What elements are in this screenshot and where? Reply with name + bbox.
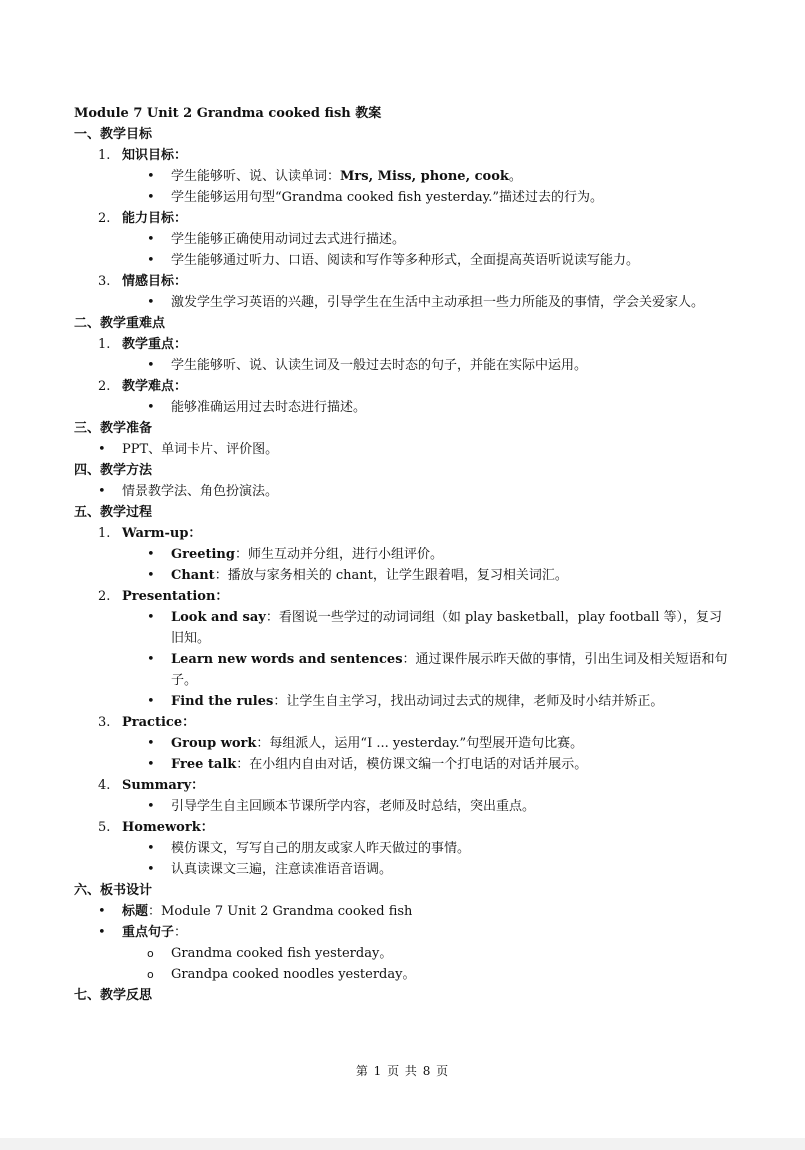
numbered-item: 1. 知识目标： (98, 148, 188, 163)
bullet-icon: • (147, 547, 155, 562)
numbered-item: 2. Presentation： (98, 589, 229, 604)
bullet-icon: • (147, 799, 155, 814)
bullet-item: • Free talk：在小组内自由对话，模仿课文编一个打电话的对话并展示。 (74, 754, 734, 775)
bullet-item: • Group work：每组派人，运用“I ... yesterday.”句型展开造句比赛。 (74, 733, 734, 754)
bullet-item: • Chant：播放与家务相关的 chant，让学生跟着唱，复习相关词汇。 (74, 565, 734, 586)
bullet-icon: • (147, 253, 155, 268)
numbered-item: 5. Homework： (98, 820, 214, 835)
bullet-icon: • (147, 862, 155, 877)
bullet-icon: • (147, 841, 155, 856)
bullet-icon: • (98, 442, 106, 457)
bullet-icon: • (147, 757, 155, 772)
bullet-item: • 重点句子： (74, 922, 734, 943)
bullet-icon: • (147, 358, 155, 373)
bullet-icon: • (147, 568, 155, 583)
lesson-plan-content (74, 103, 734, 1006)
bullet-item: • 学生能够运用句型“Grandma cooked fish yesterday.”描述过去的行为。 (74, 187, 734, 208)
bullet-item: • 学生能够通过听力、口语、阅读和写作等多种形式，全面提高英语听说读写能力。 (74, 250, 734, 271)
bullet-icon: • (147, 169, 155, 184)
section-heading-7: 七、教学反思 (74, 988, 153, 1003)
numbered-item: 1. Warm-up： (98, 526, 202, 541)
bullet-item: • 学生能够听、说、认读生词及一般过去时态的句子，并能在实际中运用。 (74, 355, 734, 376)
bullet-icon: • (147, 190, 155, 205)
bullet-item: • 标题：Module 7 Unit 2 Grandma cooked fish (74, 901, 734, 922)
section-heading-6: 六、板书设计 (74, 883, 153, 898)
bullet-icon: • (98, 484, 106, 499)
numbered-item: 2. 教学难点： (98, 379, 188, 394)
section-heading-4: 四、教学方法 (74, 463, 153, 478)
numbered-item: 1. 教学重点： (98, 337, 188, 352)
section-heading-3: 三、教学准备 (74, 421, 153, 436)
sub-bullet-item: o Grandpa cooked noodles yesterday。 (74, 964, 734, 985)
section-heading-1: 一、教学目标 (74, 127, 153, 142)
page-footer: 第 1 页 共 8 页 (355, 1064, 450, 1078)
circle-bullet-icon: o (147, 947, 154, 960)
bullet-icon: • (98, 904, 106, 919)
bullet-item: • 学生能够正确使用动词过去式进行描述。 (74, 229, 734, 250)
section-heading-5: 五、教学过程 (74, 505, 153, 520)
bullet-icon: • (147, 694, 155, 709)
section-heading-2: 二、教学重难点 (74, 316, 166, 331)
bullet-item: • 情景教学法、角色扮演法。 (74, 481, 734, 502)
bullet-item: • 引导学生自主回顾本节课所学内容，老师及时总结，突出重点。 (74, 796, 734, 817)
bullet-icon: • (147, 400, 155, 415)
bullet-item: • Learn new words and sentences：通过课件展示昨天做的事情，引出生词及相关短语和句子。 (74, 649, 734, 691)
bullet-item: • Find the rules：让学生自主学习，找出动词过去式的规律，老师及时小结并矫正。 (74, 691, 734, 712)
document-title: Module 7 Unit 2 Grandma cooked fish 教案 (74, 106, 382, 121)
bullet-icon: • (147, 232, 155, 247)
bullet-item: • 能够准确运用过去时态进行描述。 (74, 397, 734, 418)
bullet-icon: • (147, 610, 155, 625)
numbered-item: 3. Practice： (98, 715, 196, 730)
numbered-item: 2. 能力目标： (98, 211, 188, 226)
bullet-icon: • (147, 736, 155, 751)
bullet-icon: • (147, 652, 155, 667)
bullet-item: • Greeting：师生互动并分组，进行小组评价。 (74, 544, 734, 565)
bullet-item: • 认真读课文三遍，注意读准语音语调。 (74, 859, 734, 880)
bullet-icon: • (98, 925, 106, 940)
numbered-item: 4. Summary： (98, 778, 205, 793)
bullet-item: • 模仿课文，写写自己的朋友或家人昨天做过的事情。 (74, 838, 734, 859)
numbered-item: 3. 情感目标： (98, 274, 188, 289)
sub-bullet-item: o Grandma cooked fish yesterday。 (74, 943, 734, 964)
circle-bullet-icon: o (147, 968, 154, 981)
bullet-item: • 学生能够听、说、认读单词：Mrs, Miss, phone, cook。 (74, 166, 734, 187)
bullet-item: • PPT、单词卡片、评价图。 (74, 439, 734, 460)
bullet-item: • Look and say：看图说一些学过的动词词组（如 play basketball，play football 等），复习旧知。 (74, 607, 734, 649)
bullet-item: • 激发学生学习英语的兴趣，引导学生在生活中主动承担一些力所能及的事情，学会关爱家人。 (74, 292, 734, 313)
bullet-icon: • (147, 295, 155, 310)
